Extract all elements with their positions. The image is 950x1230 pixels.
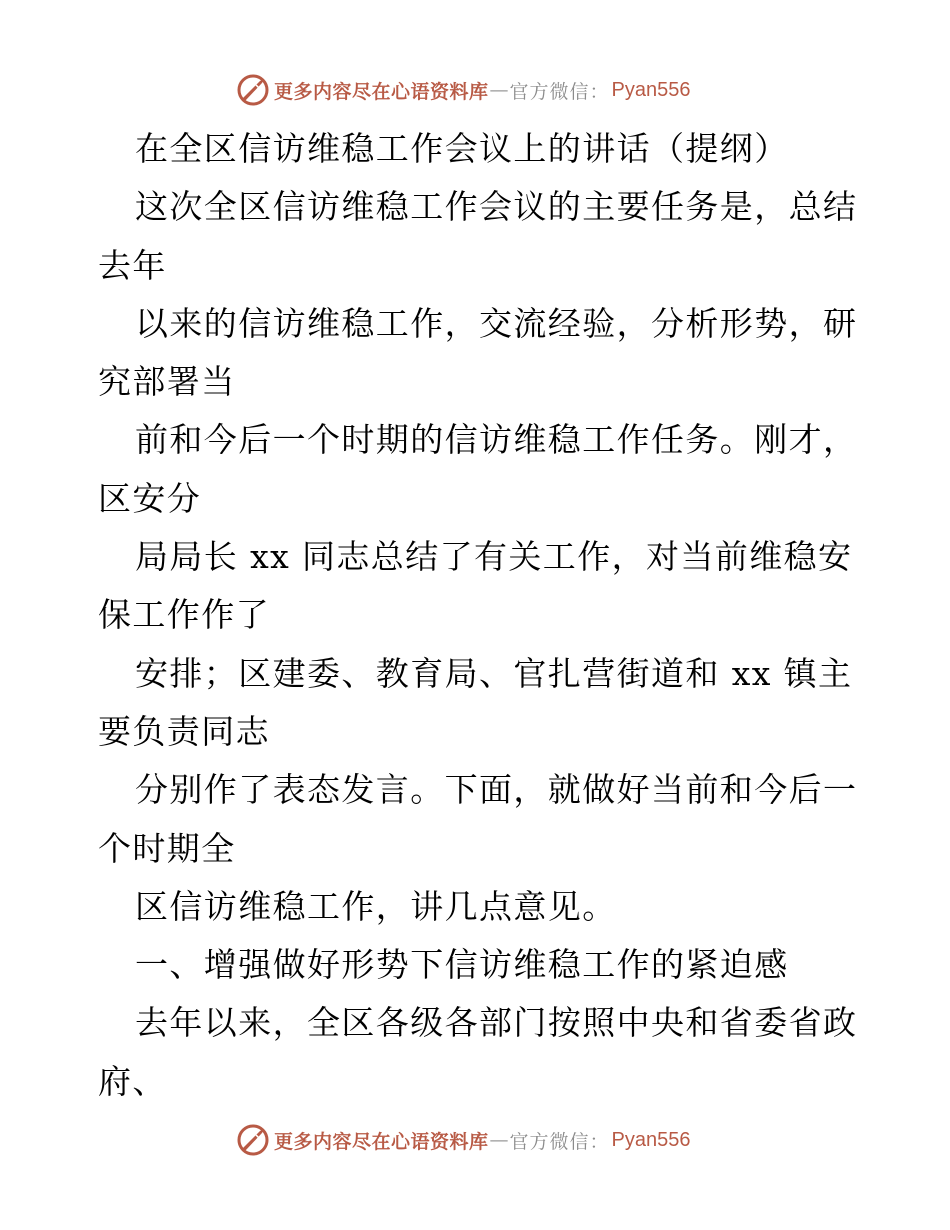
text-line: 去年以来，全区各级各部门按照中央和省委省政 xyxy=(135,1003,858,1043)
text-line: 要负责同志 xyxy=(98,711,270,751)
banner-brand-text: 更多内容尽在心语资料库 xyxy=(274,80,489,103)
banner-dash: — xyxy=(489,79,509,101)
text-line: 区安分 xyxy=(98,478,202,518)
text-line: 区信访维稳工作，讲几点意见。 xyxy=(135,886,617,926)
banner-wechat-label: 官方微信： xyxy=(509,1130,610,1153)
text-line: 究部署当 xyxy=(98,362,236,402)
text-line: 这次全区信访维稳工作会议的主要任务是，总结 xyxy=(135,187,858,227)
banner-brand-text: 更多内容尽在心语资料库 xyxy=(274,1130,489,1153)
banner-wechat-id: Pyan556 xyxy=(611,1128,691,1151)
text-line: 局局长 xx 同志总结了有关工作，对当前维稳安 xyxy=(135,537,853,577)
text-line: 以来的信访维稳工作，交流经验，分析形势，研 xyxy=(135,303,858,343)
header-banner xyxy=(236,73,691,107)
section-heading: 一、增强做好形势下信访维稳工作的紧迫感 xyxy=(135,945,789,985)
banner-wechat-label: 官方微信： xyxy=(509,80,610,103)
banner-dash: — xyxy=(489,1129,509,1151)
document-title: 在全区信访维稳工作会议上的讲话（提纲） xyxy=(135,129,789,168)
text-line: 府、 xyxy=(98,1061,167,1101)
banner-wechat-id: Pyan556 xyxy=(611,78,691,101)
text-line: 前和今后一个时期的信访维稳工作任务。刚才， xyxy=(135,420,858,460)
text-line: 去年 xyxy=(98,245,167,285)
text-line: 安排；区建委、教育局、官扎营街道和 xx 镇主 xyxy=(135,653,853,693)
footer-banner xyxy=(236,1123,691,1157)
text-line: 个时期全 xyxy=(98,828,236,868)
quill-logo-icon xyxy=(236,73,270,107)
text-line: 分别作了表态发言。下面，就做好当前和今后一 xyxy=(135,770,858,810)
quill-logo-icon xyxy=(236,1123,270,1157)
text-line: 保工作作了 xyxy=(98,595,270,635)
document-body xyxy=(98,120,858,1111)
